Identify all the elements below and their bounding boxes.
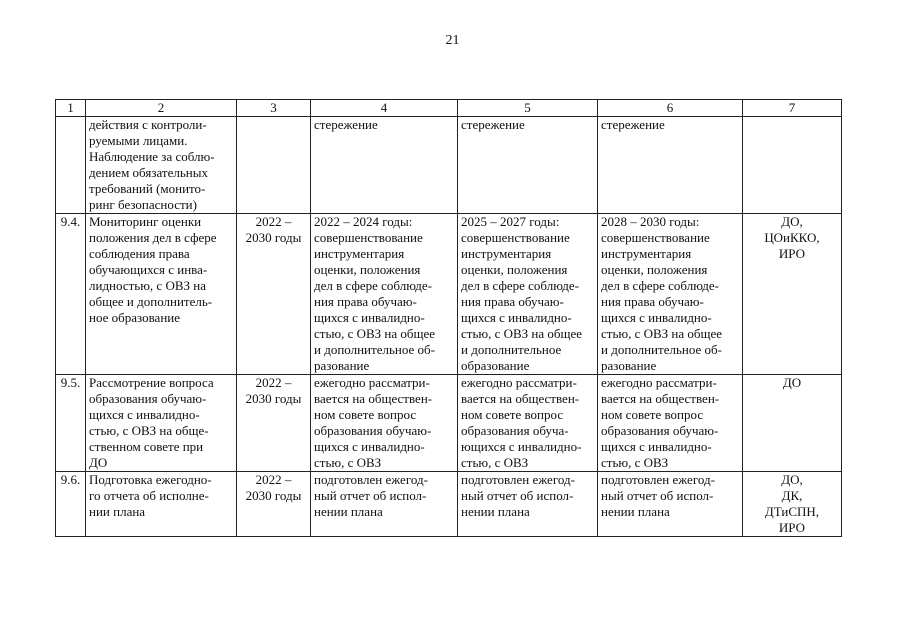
stage-2-cell: 2025 – 2027 годы: совершенствование инструментария оценки, положения дел в сфере соблюде- ния права обучаю- щихся с инвалидно- стью, с ОВЗ на общее и дополнительное образование <box>458 214 598 375</box>
stage-1-cell: ежегодно рассматри- вается на обществен- ном совете вопрос образования обучаю- щихся с инвалидно- стью, с ОВЗ <box>311 375 458 472</box>
item-number: 9.6. <box>56 472 86 537</box>
executors-cell: ДО, ЦОиККО, ИРО <box>743 214 842 375</box>
table-row <box>56 117 842 214</box>
stage-3-cell: ежегодно рассматри- вается на обществен- ном совете вопрос образования обучаю- щихся с инвалидно- стью, с ОВЗ <box>598 375 743 472</box>
period-cell: 2022 – 2030 годы <box>237 214 311 375</box>
table-row <box>56 214 842 375</box>
action-cell: действия с контроли- руемыми лицами. Наблюдение за соблю- дением обязательных требований (монито- ринг безопасности) <box>86 117 237 214</box>
action-cell: Рассмотрение вопроса образования обучаю- щихся с инвалидно- стью, с ОВЗ на обще- ственном совете при ДО <box>86 375 237 472</box>
stage-2-cell: стережение <box>458 117 598 214</box>
action-cell: Подготовка ежегодно- го отчета об исполне- нии плана <box>86 472 237 537</box>
stage-1-cell: 2022 – 2024 годы: совершенствование инструментария оценки, положения дел в сфере соблюде- ния права обучаю- щихся с инвалидно- стью, с ОВЗ на общее и дополнительное об- разование <box>311 214 458 375</box>
stage-2-cell: подготовлен ежегод- ный отчет об испол- нении плана <box>458 472 598 537</box>
period-cell: 2022 – 2030 годы <box>237 375 311 472</box>
table-row <box>56 472 842 537</box>
column-header: 3 <box>237 100 311 117</box>
stage-3-cell: стережение <box>598 117 743 214</box>
plan-table <box>55 99 842 537</box>
executors-cell: ДО, ДК, ДТиСПН, ИРО <box>743 472 842 537</box>
executors-cell: ДО <box>743 375 842 472</box>
period-cell: 2022 – 2030 годы <box>237 472 311 537</box>
stage-3-cell: 2028 – 2030 годы: совершенствование инструментария оценки, положения дел в сфере соблюде- ния права обучаю- щихся с инвалидно- стью, с ОВЗ на общее и дополнительное об- разование <box>598 214 743 375</box>
stage-1-cell: подготовлен ежегод- ный отчет об испол- нении плана <box>311 472 458 537</box>
action-cell: Мониторинг оценки положения дел в сфере соблюдения права обучающихся с инва- лидностью, с ОВЗ на общее и дополнитель- ное образование <box>86 214 237 375</box>
item-number: 9.5. <box>56 375 86 472</box>
page-number: 21 <box>445 33 460 48</box>
column-header: 5 <box>458 100 598 117</box>
column-header: 2 <box>86 100 237 117</box>
period-cell <box>237 117 311 214</box>
executors-cell <box>743 117 842 214</box>
column-header: 6 <box>598 100 743 117</box>
column-number-row <box>56 100 842 117</box>
stage-1-cell: стережение <box>311 117 458 214</box>
item-number: 9.4. <box>56 214 86 375</box>
stage-3-cell: подготовлен ежегод- ный отчет об испол- нении плана <box>598 472 743 537</box>
item-number <box>56 117 86 214</box>
column-header: 1 <box>56 100 86 117</box>
column-header: 4 <box>311 100 458 117</box>
column-header: 7 <box>743 100 842 117</box>
table-row <box>56 375 842 472</box>
stage-2-cell: ежегодно рассматри- вается на обществен- ном совете вопрос образования обуча- ющихся с инвалидно- стью, с ОВЗ <box>458 375 598 472</box>
